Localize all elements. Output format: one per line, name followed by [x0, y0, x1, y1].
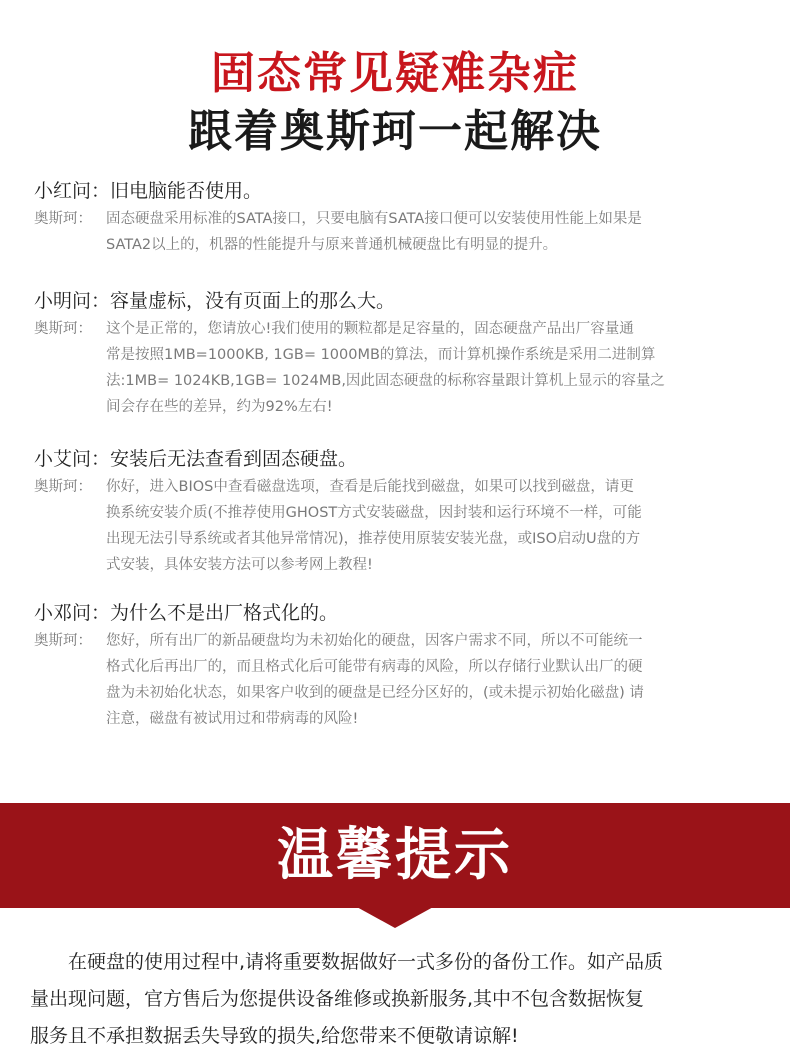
faq-item-4	[34, 600, 754, 732]
faq-item-1	[34, 178, 754, 258]
faq-answerer: 奥斯珂：	[34, 211, 92, 227]
notice-text	[30, 944, 770, 1055]
faq-item-3	[34, 446, 754, 578]
notice-line: 在硬盘的使用过程中,请将重要数据做好一式多份的备份工作。如产品质	[68, 951, 664, 973]
faq-answer-line: 您好，所有出厂的新品硬盘均为未初始化的硬盘，因客户需求不同，所以不可能统一	[106, 633, 643, 649]
faq-answer-line: 常是按照1MB=1000KB, 1GB= 1000MB的算法，而计算机操作系统是采用二进制算	[106, 347, 656, 363]
faq-item-2	[34, 288, 754, 420]
page-title-line1: 固态常见疑难杂症	[211, 48, 579, 99]
faq-answerer: 奥斯珂：	[34, 321, 92, 337]
faq-answer	[34, 628, 754, 732]
faq-question: 小红问：旧电脑能否使用。	[34, 180, 263, 202]
faq-answer-line: 固态硬盘采用标准的SATA接口，只要电脑有SATA接口便可以安装使用性能上如果是	[106, 211, 642, 227]
faq-answer-line: 法:1MB= 1024KB,1GB= 1024MB,因此固态硬盘的标称容量跟计算机上显示的容量之	[106, 373, 665, 389]
faq-answer-line: 换系统安装介质(不推荐使用GHOST方式安装磁盘，因封装和运行环境不一样，可能	[106, 505, 642, 521]
faq-answer-line: 式安装，具体安装方法可以参考网上教程!	[106, 557, 373, 573]
faq-answer-line: 你好，进入BIOS中查看磁盘选项，查看是后能找到磁盘，如果可以找到磁盘，请更	[106, 479, 634, 495]
faq-answerer: 奥斯珂：	[34, 479, 92, 495]
faq-answer-line: SATA2以上的，机器的性能提升与原来普通机械硬盘比有明显的提升。	[106, 237, 558, 253]
notice-line: 服务且不承担数据丢失导致的损失,给您带来不便敬请谅解!	[30, 1025, 519, 1047]
notice-title: 温馨提示	[277, 823, 513, 888]
notice-banner	[0, 803, 790, 908]
faq-question: 小明问：容量虚标，没有页面上的那么大。	[34, 290, 396, 312]
faq-answer-line: 间会存在些的差异，约为92%左右!	[106, 399, 333, 415]
faq-answer	[34, 316, 754, 420]
banner-notch-decoration	[355, 906, 435, 928]
faq-answer-line: 出现无法引导系统或者其他异常情况)，推荐使用原装安装光盘，或ISO启动U盘的方	[106, 531, 641, 547]
faq-question: 小艾问：安装后无法查看到固态硬盘。	[34, 448, 358, 470]
faq-answer-line: 注意，磁盘有被试用过和带病毒的风险!	[106, 711, 359, 727]
faq-answerer: 奥斯珂：	[34, 633, 92, 649]
faq-answer	[34, 206, 754, 258]
faq-answer-line: 这个是正常的，您请放心!我们使用的颗粒都是足容量的，固态硬盘产品出厂容量通	[106, 321, 634, 337]
notice-line: 量出现问题，官方售后为您提供设备维修或换新服务,其中不包含数据恢复	[30, 988, 645, 1010]
faq-answer	[34, 474, 754, 578]
faq-question: 小邓问：为什么不是出厂格式化的。	[34, 602, 339, 624]
page-title-line2: 跟着奥斯珂一起解决	[188, 106, 602, 157]
faq-answer-line: 格式化后再出厂的，而且格式化后可能带有病毒的风险，所以存储行业默认出厂的硬	[106, 659, 643, 675]
faq-answer-line: 盘为未初始化状态，如果客户收到的硬盘是已经分区好的，(或未提示初始化磁盘) 请	[106, 685, 644, 701]
